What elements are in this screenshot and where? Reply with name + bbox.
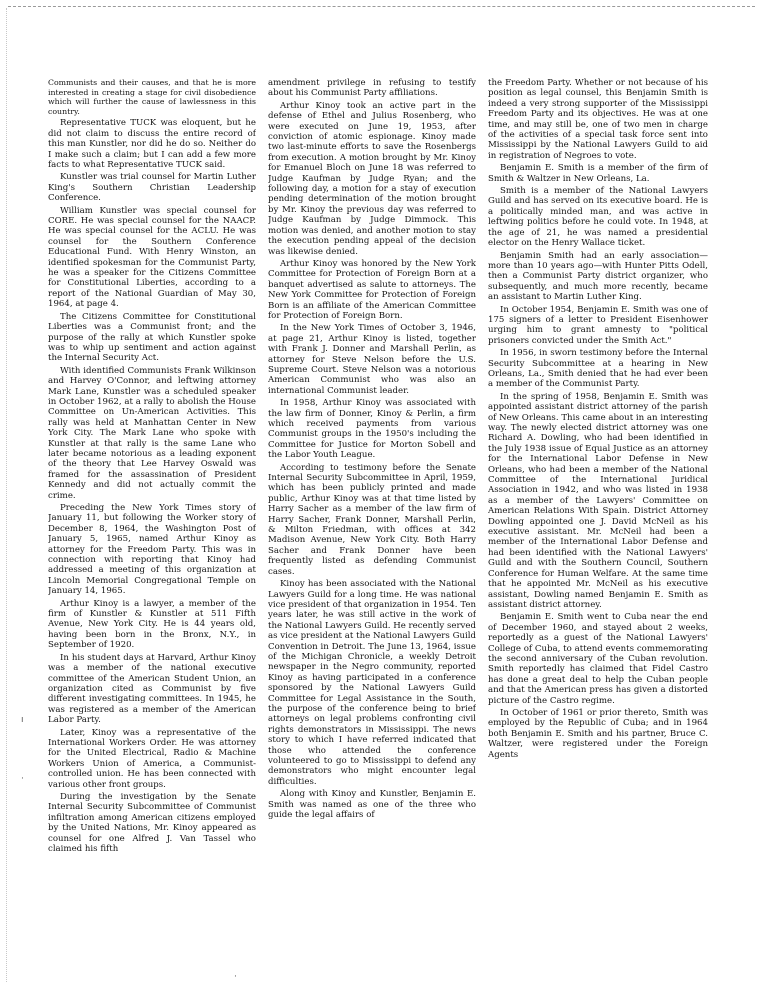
paragraph: amendment privilege in refusing to testify about his Communist Party affiliations. — [268, 78, 476, 99]
paragraph: In the New York Times of October 3, 1946, at page 21, Arthur Kinoy is listed, together with Frank J. Donner and Marshall Perlin, as attorney for Steve Nelson before the U.S. Supreme Court. Steve Nelson was a notorious American Communist who was also an international Communist leader. — [268, 323, 476, 396]
margin-mark: · — [21, 774, 24, 784]
paragraph: Communists and their causes, and that he is more interested in creating a stage for civil disobedience which will further the cause of lawlessness in this country. — [48, 78, 256, 116]
paragraph: Arthur Kinoy was honored by the New York Committee for Protection of Foreign Born at a banquet advertised as salute to attorneys. The New York Committee for Protection of Foreign Born is an affiliate of the American Committee for Protection of Foreign Born. — [268, 258, 476, 321]
paragraph: the Freedom Party. Whether or not because of his position as legal counsel, this Benjamin Smith is indeed a very strong supporter of the Mississippi Freedom Party and its objectives. He was at one time, and may still be, one of two men in charge of the activities of a special task force sent into Mississippi by the National Lawyers Guild to aid in registration of Negroes to vote. — [488, 78, 708, 161]
paragraph: Benjamin Smith had an early association—more than 10 years ago—with Hunter Pitts Odell, then a Communist Party district organizer, who subsequently, and much more recently, became an assistant to Martin Luther King. — [488, 250, 708, 303]
paragraph: Arthur Kinoy is a lawyer, a member of the firm of Kunstler & Kunstler at 511 Fifth Avenue, New York City. He is 44 years old, having been born in the Bronx, N.Y., in September of 1920. — [48, 598, 256, 651]
paragraph: In 1958, Arthur Kinoy was associated with the law firm of Donner, Kinoy & Perlin, a firm which received payments from various Communist groups in the 1950's including the Committee for Justice for Morton Sobell and the Labor Youth League. — [268, 398, 476, 461]
margin-mark: · — [234, 972, 237, 982]
paragraph: In October 1954, Benjamin E. Smith was one of 175 signers of a letter to President Eisenhower urging him to grant amnesty to "political prisoners convicted under the Smith Act." — [488, 304, 708, 346]
column-2 — [268, 78, 476, 968]
paragraph: Later, Kinoy was a representative of the International Workers Order. He was attorney for the United Electrical, Radio & Machine Workers Union of America, a Communist-controlled union. He has been connected with various other front groups. — [48, 727, 256, 790]
paragraph: Smith is a member of the National Lawyers Guild and has served on its executive board. He is a politically minded man, and was active in leftwing politics before he could vote. In 1948, at the age of 21, he was named a presidential elector on the Henry Wallace ticket. — [488, 186, 708, 249]
page-top-rule — [8, 6, 755, 7]
page-left-margin-rule — [6, 8, 7, 982]
paragraph: The Citizens Committee for Constitutional Liberties was a Communist front; and the purpose of the rally at which Kunstler spoke was to whip up sentiment and action against the Internal Security Act. — [48, 311, 256, 364]
paragraph: In the spring of 1958, Benjamin E. Smith was appointed assistant district attorney of the parish of New Orleans. This came about in an interesting way. The newly elected district attorney was one Richard A. Dowling, who had been identified in the July 1938 issue of Equal Justice as an attorney for the International Labor Defense in New Orleans, who had been a member of the National Committee of the International Juridical Association in 1942, and who was listed in 1938 as a member of the Lawyers' Committee on American Relations With Spain. District Attorney Dowling appointed one J. David McNeil as his executive assistant. Mr. McNeil had been a member of the International Labor Defense and had been identified with the National Lawyers' Guild and with the Southern Council, Southern Conference for Human Welfare. At the same time that he appointed Mr. McNeil as his executive assistant, Dowling named Benjamin E. Smith as assistant district attorney. — [488, 391, 708, 610]
paragraph: With identified Communists Frank Wilkinson and Harvey O'Connor, and leftwing attorney Mark Lane, Kunstler was a scheduled speaker in October 1962, at a rally to abolish the House Committee on Un-American Activities. This rally was held at Manhattan Center in New York City. The Mark Lane who spoke with Kunstler at that rally is the same Lane who later became notorious as a leading exponent of the theory that Lee Harvey Oswald was framed for the assassination of President Kennedy and did not actually commit the crime. — [48, 365, 256, 501]
column-1 — [48, 78, 256, 968]
paragraph: William Kunstler was special counsel for CORE. He was special counsel for the NAACP. He was special counsel for the ACLU. He was counsel for the Southern Conference Educational Fund. With Henry Winston, an identified spokesman for the Communist Party, he was a speaker for the Citizens Committee for Constitutional Liberties, according to a report of the National Guardian of May 30, 1964, at page 4. — [48, 205, 256, 310]
paragraph: During the investigation by the Senate Internal Security Subcommittee of Communist infiltration among American citizens employed by the United Nations, Mr. Kinoy appeared as counsel for one Alfred J. Van Tassel who claimed his fifth — [48, 791, 256, 854]
margin-mark: ı — [21, 715, 24, 725]
paragraph: Representative TUCK was eloquent, but he did not claim to discuss the entire record of this man Kunstler, nor did he do so. Neither do I make such a claim; but I can add a few more facts to what Representative TUCK said. — [48, 118, 256, 170]
paragraph: Benjamin E. Smith is a member of the firm of Smith & Waltzer in New Orleans, La. — [488, 163, 708, 184]
paragraph: Benjamin E. Smith went to Cuba near the end of December 1960, and stayed about 2 weeks, reportedly as a guest of the National Lawyers' College of Cuba, to attend events commemorating the second anniversary of the Cuban revolution. Smith reportedly has claimed that Fidel Castro has done a great deal to help the Cuban people and that the American press has given a distorted picture of the Castro regime. — [488, 612, 708, 706]
paragraph: Preceding the New York Times story of January 11, but following the Worker story of December 8, 1964, the Washington Post of January 5, 1965, named Arthur Kinoy as attorney for the Freedom Party. This was in connection with reporting that Kinoy had addressed a meeting of this organization at Lincoln Memorial Congregational Temple on January 14, 1965. — [48, 503, 256, 597]
paragraph: In 1956, in sworn testimony before the Internal Security Subcommittee at a hearing in New Orleans, La., Smith denied that he had ever been a member of the Communist Party. — [488, 348, 708, 390]
paragraph: Arthur Kinoy took an active part in the defense of Ethel and Julius Rosenberg, who were executed on June 19, 1953, after conviction of atomic espionage. Kinoy made two last-minute efforts to save the Rosenbergs from execution. A motion brought by Mr. Kinoy for Emanuel Bloch on June 18 was referred to Judge Kaufman by Judge Ryan; and the following day, a motion for a stay of execution pending determination of the motion brought by Mr. Kinoy the previous day was referred to Judge Kaufman by Judge Dimmock. This motion was denied, and another motion to stay the execution pending appeal of the decision was likewise denied. — [268, 100, 476, 257]
paragraph: Along with Kinoy and Kunstler, Benjamin E. Smith was named as one of the three who guide the legal affairs of — [268, 789, 476, 821]
paragraph: In October of 1961 or prior thereto, Smith was employed by the Republic of Cuba; and in 1964 both Benjamin E. Smith and his partner, Bruce C. Waltzer, were registered under the Foreign Agents — [488, 707, 708, 760]
column-3 — [488, 78, 708, 968]
paragraph: Kinoy has been associated with the National Lawyers Guild for a long time. He was national vice president of that organization in 1954. Ten years later, he was still active in the work of the National Lawyers Guild. He recently served as vice president at the National Lawyers Guild Convention in Detroit. The June 13, 1964, issue of the Michigan Chronicle, a weekly Detroit newspaper in the Negro community, reported Kinoy as having participated in a conference sponsored by the National Lawyers Guild Committee for Legal Assistance in the South, the purpose of the conference being to brief attorneys on legal problems confronting civil rights demonstrators in Mississippi. The news story to which I have referred indicated that those who attended the conference volunteered to go to Mississippi to defend any demonstrators who might encounter legal difficulties. — [268, 579, 476, 787]
paragraph: In his student days at Harvard, Arthur Kinoy was a member of the national executive committee of the American Student Union, an organization cited as Communist by five different investigating committees. In 1945, he was registered as a member of the American Labor Party. — [48, 652, 256, 726]
paragraph: Kunstler was trial counsel for Martin Luther King's Southern Christian Leadership Conference. — [48, 172, 256, 204]
paragraph: According to testimony before the Senate Internal Security Subcommittee in April, 1959, which has been publicly printed and made public, Arthur Kinoy was at that time listed by Harry Sacher as a member of the law firm of Harry Sacher, Frank Donner, Marshall Perlin, & Milton Friedman, with offices at 342 Madison Avenue, New York City. Both Harry Sacher and Frank Donner have been frequently listed as defending Communist cases. — [268, 462, 476, 577]
document-page — [48, 78, 748, 968]
